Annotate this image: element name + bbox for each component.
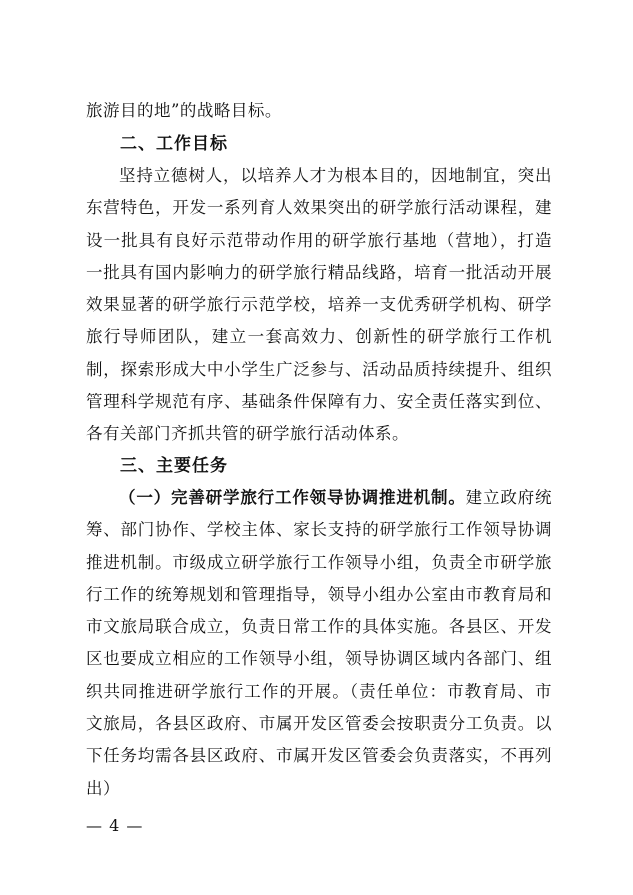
continuation-paragraph: 旅游目的地”的战略目标。 [86,101,282,120]
task-1-body: 建立政府统筹、部门协作、学校主体、家长支持的研学旅行工作领导协调推进机制。市级成立研学旅行工作领导小组，负责全市研学旅行工作的统筹规划和管理指导，领导小组办公室由市教育局和市文旅局联合成立，负责日常工作的具体实施。各县区、开发区也要成立相应的工作领导小组，领导协调区域内各部门、组织共同推进研学旅行工作的开展。（责任单位：市教育局、市文旅局，各县区政府、市属开发区管委会按职责分工负责。以下任务均需各县区政府、市属开发区管委会负责落实，不再列出） [86,488,553,798]
section-heading-work-goals: 二、工作目标 [120,134,228,154]
task-1-lead: （一）完善研学旅行工作领导协调推进机制。 [119,488,466,507]
page-number: — 4 — [86,816,144,835]
section-heading-main-tasks: 三、主要任务 [120,456,228,476]
main-tasks-paragraph-1 [86,482,552,805]
work-goals-paragraph: 坚持立德树人，以培养人才为根本目的，因地制宜，突出东营特色，开发一系列育人效果突出的研学旅行活动课程，建设一批具有良好示范带动作用的研学旅行基地（营地），打造一批具有国内影响力的研学旅行精品线路，培育一批活动开展效果显著的研学旅行示范学校，培养一支优秀研学机构、研学旅行导师团队，建立一套高效力、创新性的研学旅行工作机制，探索形成大中小学生广泛参与、活动品质持续提升、组织管理科学规范有序、基础条件保障有力、安全责任落实到位、各有关部门齐抓共管的研学旅行活动体系。 [86,166,552,444]
